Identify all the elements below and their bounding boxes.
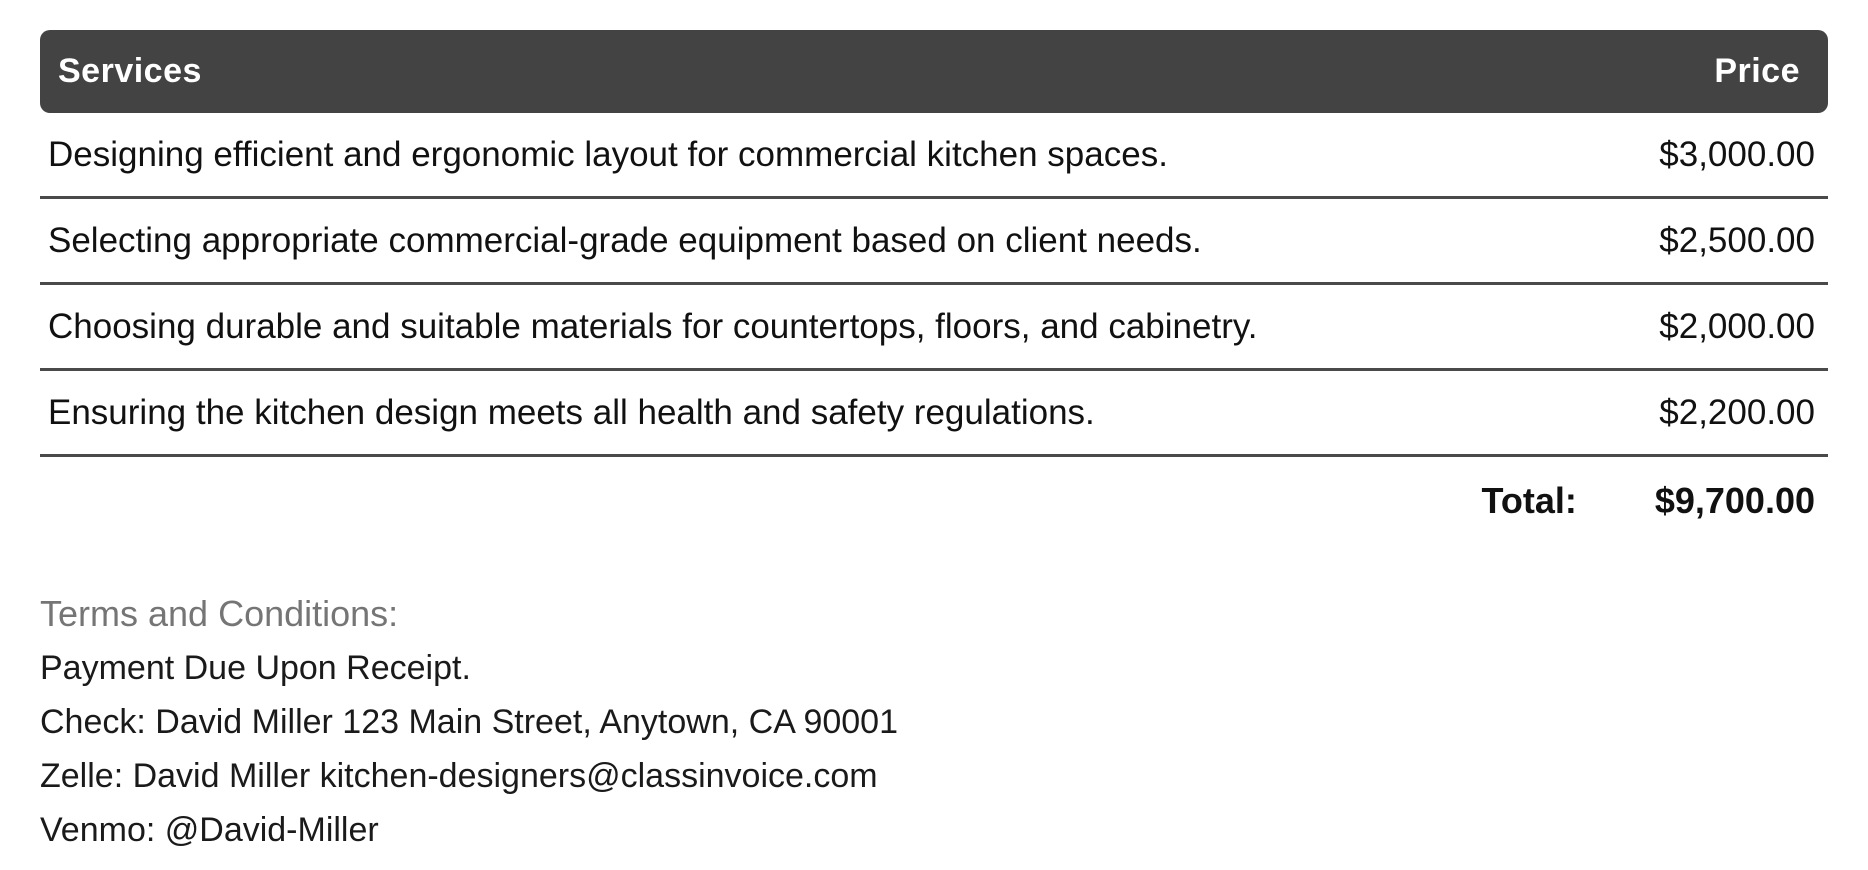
service-description: Selecting appropriate commercial-grade equipment based on client needs. bbox=[48, 220, 1202, 260]
total-row bbox=[40, 457, 1828, 545]
service-description: Choosing durable and suitable materials for countertops, floors, and cabinetry. bbox=[48, 306, 1258, 346]
total-label: Total: bbox=[1481, 480, 1577, 521]
column-header-services: Services bbox=[58, 52, 202, 90]
terms-line-venmo: Venmo: @David-Miller bbox=[40, 811, 379, 849]
table-row bbox=[40, 199, 1828, 285]
service-description: Ensuring the kitchen design meets all health and safety regulations. bbox=[48, 392, 1095, 432]
terms-line-payment: Payment Due Upon Receipt. bbox=[40, 649, 471, 687]
table-row bbox=[40, 113, 1828, 199]
services-table bbox=[40, 30, 1828, 545]
service-price: $2,200.00 bbox=[1659, 392, 1815, 432]
total-value: $9,700.00 bbox=[1654, 480, 1815, 521]
table-header-row bbox=[40, 30, 1828, 113]
service-price: $2,500.00 bbox=[1659, 220, 1815, 260]
table-row bbox=[40, 371, 1828, 457]
terms-section bbox=[40, 587, 1828, 857]
service-description: Designing efficient and ergonomic layout for commercial kitchen spaces. bbox=[48, 134, 1168, 174]
terms-line-check: Check: David Miller 123 Main Street, Anytown, CA 90001 bbox=[40, 703, 898, 741]
terms-title: Terms and Conditions: bbox=[40, 593, 399, 634]
service-price: $3,000.00 bbox=[1659, 134, 1815, 174]
service-price: $2,000.00 bbox=[1659, 306, 1815, 346]
table-row bbox=[40, 285, 1828, 371]
column-header-price: Price bbox=[1714, 52, 1800, 90]
terms-line-zelle: Zelle: David Miller kitchen-designers@classinvoice.com bbox=[40, 757, 878, 795]
